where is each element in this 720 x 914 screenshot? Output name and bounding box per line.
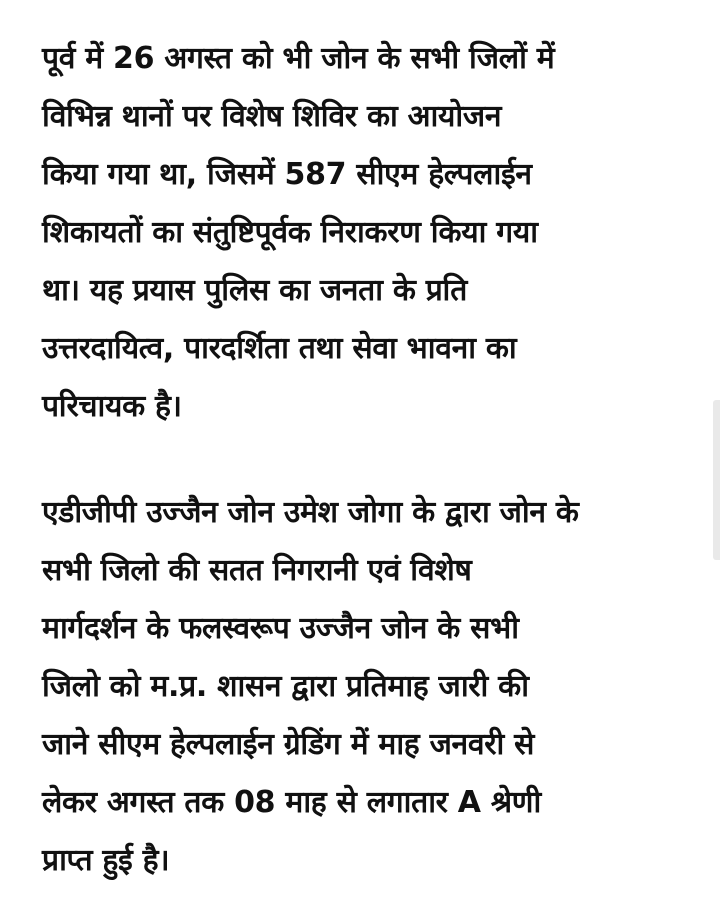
scrollbar[interactable] [713, 400, 720, 560]
paragraph-2 [42, 484, 692, 890]
text-line: सभी जिलो की सतत निगरानी एवं विशेष [42, 553, 472, 588]
text-line: था। यह प्रयास पुलिस का जनता के प्रति [42, 273, 468, 308]
text-line: किया गया था, जिसमें 587 सीएम हेल्पलाईन [42, 157, 532, 192]
text-line: उत्तरदायित्व, पारदर्शिता तथा सेवा भावना का [42, 331, 517, 366]
text-line: परिचायक है। [42, 389, 182, 424]
paragraph-1 [42, 30, 692, 436]
text-line: एडीजीपी उज्जैन जोन उमेश जोगा के द्वारा जोन के [42, 495, 579, 530]
text-line: विभिन्न थानों पर विशेष शिविर का आयोजन [42, 99, 502, 134]
article-body [42, 30, 692, 890]
text-line: पूर्व में 26 अगस्त को भी जोन के सभी जिलों में [42, 41, 555, 76]
text-line: मार्गदर्शन के फलस्वरूप उज्जैन जोन के सभी [42, 611, 519, 646]
text-line: शिकायतों का संतुष्टिपूर्वक निराकरण किया गया [42, 215, 538, 250]
text-line: प्राप्त हुई है। [42, 843, 170, 878]
text-line: लेकर अगस्त तक 08 माह से लगातार A श्रेणी [42, 785, 541, 820]
text-line: जाने सीएम हेल्पलाईन ग्रेडिंग में माह जनवरी से [42, 727, 535, 762]
text-line: जिलो को म.प्र. शासन द्वारा प्रतिमाह जारी की [42, 669, 529, 704]
